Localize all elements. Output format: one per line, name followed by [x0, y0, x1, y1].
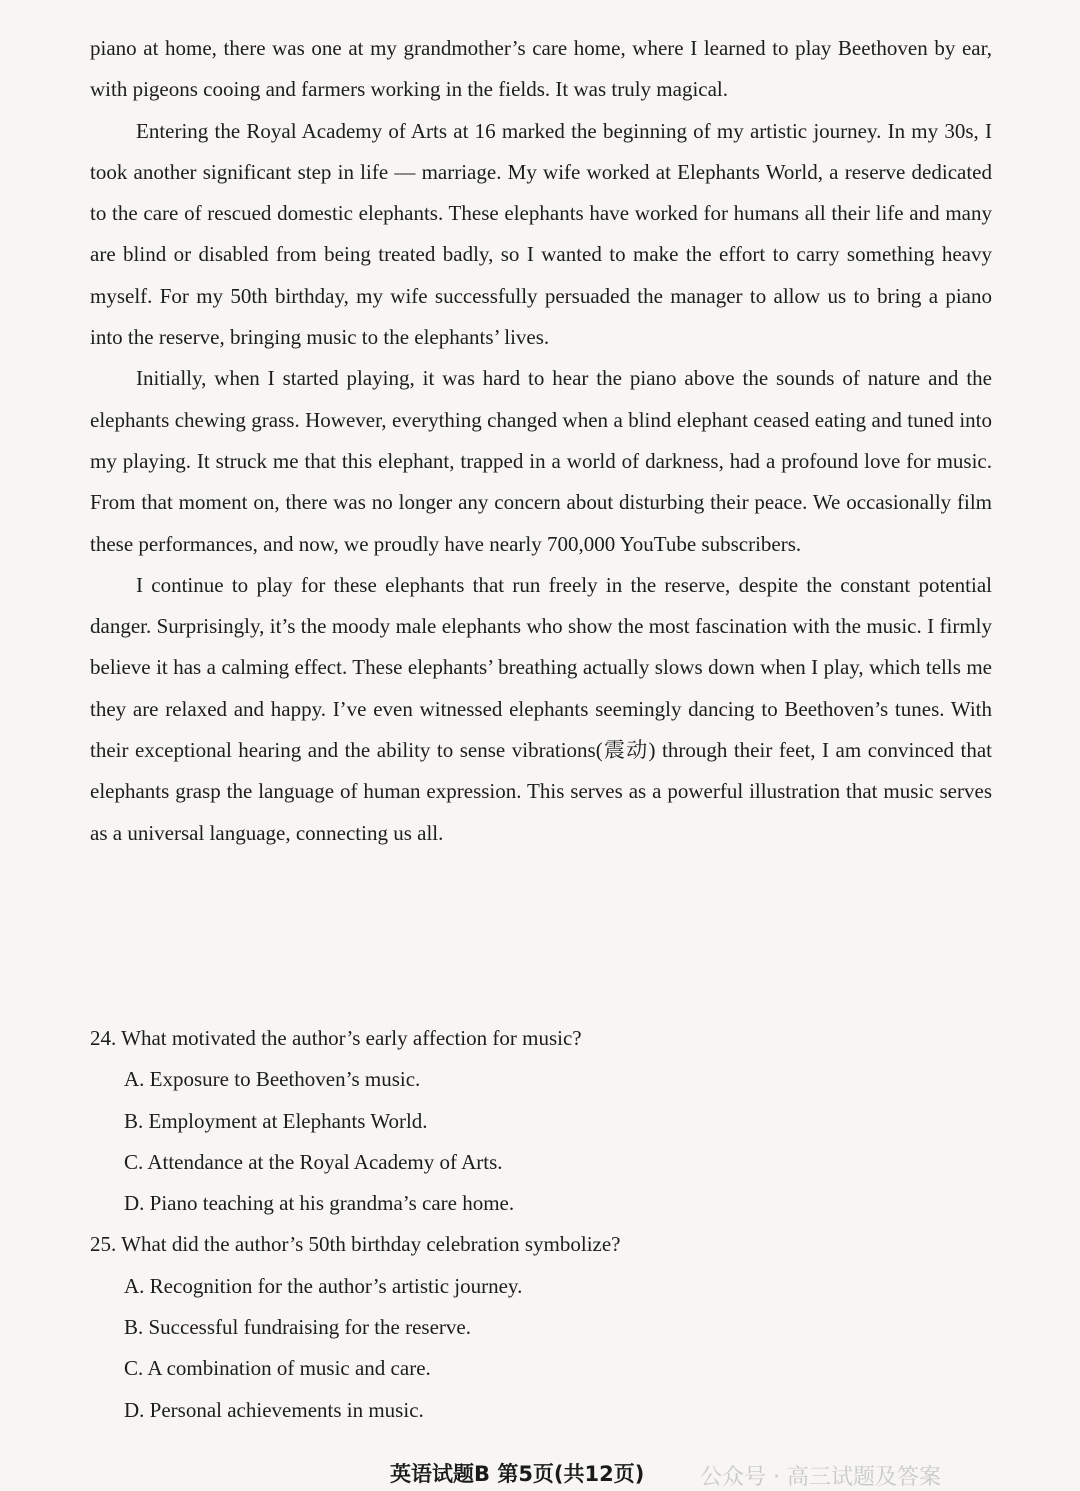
- option-d: D. Piano teaching at his grandma’s care home.: [124, 1191, 515, 1216]
- option-b: B. Employment at Elephants World.: [124, 1108, 428, 1133]
- question-25: [90, 1224, 992, 1430]
- option-c: C. Attendance at the Royal Academy of Arts.: [124, 1149, 503, 1174]
- watermark-text: 公众号 · 高三试题及答案: [700, 1465, 941, 1490]
- question-stem: 25. What did the author’s 50th birthday celebration symbolize?: [90, 1232, 621, 1257]
- option-c: C. A combination of music and care.: [124, 1356, 431, 1381]
- option-a: A. Exposure to Beethoven’s music.: [124, 1067, 421, 1092]
- question-stem: 24. What motivated the author’s early affection for music?: [90, 1026, 582, 1050]
- option-b: B. Successful fundraising for the reserve.: [124, 1315, 471, 1340]
- page-number-label: 英语试题B 第5页(共12页): [390, 1462, 645, 1486]
- reading-passage: [90, 28, 992, 854]
- question-24: [90, 1018, 992, 1224]
- passage-paragraph-4: I continue to play for these elephants that run freely in the reserve, despite the constant potential danger. Surprisingly, it’s the moody male elephants who show the most fascination with the music. I firmly believe it has a calming effect. These elephants’ breathing actually slows down when I play, which tells me they are relaxed and happy. I’ve even witnessed elephants seemingly dancing to Beethoven’s tunes. With their exceptional hearing and the ability to sense vibrations(震动) through their feet, I am convinced that elephants grasp the language of human expression. This serves as a powerful illustration that music serves as a universal language, connecting us all.: [90, 572, 992, 845]
- option-a: A. Recognition for the author’s artistic journey.: [124, 1273, 523, 1298]
- question-list: [90, 1018, 992, 1431]
- option-d: D. Personal achievements in music.: [124, 1397, 424, 1422]
- passage-paragraph-3: Initially, when I started playing, it was hard to hear the piano above the sounds of nature and the elephants chewing grass. However, everything changed when a blind elephant ceased eating and tuned into my playing. It struck me that this elephant, trapped in a world of darkness, had a profound love for music. From that moment on, there was no longer any concern about disturbing their peace. We occasionally film these performances, and now, we proudly have nearly 700,000 YouTube subscribers.: [90, 366, 992, 556]
- page-footer: [0, 1452, 1080, 1490]
- passage-paragraph-1: piano at home, there was one at my grandmother’s care home, where I learned to play Beethoven by ear, with pigeons cooing and farmers working in the fields. It was truly magical.: [90, 36, 992, 102]
- passage-paragraph-2: Entering the Royal Academy of Arts at 16 marked the beginning of my artistic journey. In my 30s, I took another significant step in life — marriage. My wife worked at Elephants World, a reserve dedicated to the care of rescued domestic elephants. These elephants have worked for humans all their life and many are blind or disabled from being treated badly, so I wanted to make the effort to carry something heavy myself. For my 50th birthday, my wife successfully persuaded the manager to allow us to bring a piano into the reserve, bringing music to the elephants’ lives.: [90, 118, 992, 350]
